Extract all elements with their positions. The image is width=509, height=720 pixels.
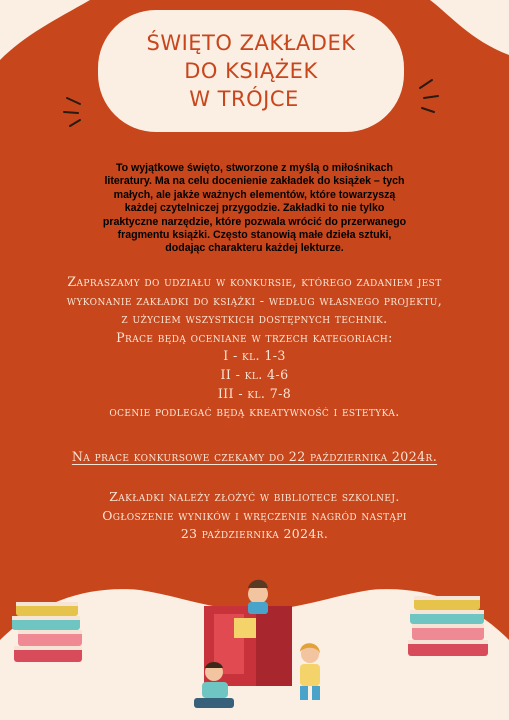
title-block	[98, 10, 404, 132]
category-line: II - kl. 4-6	[220, 366, 289, 382]
category-line: I - kl. 1-3	[223, 348, 286, 364]
contest-line: wykonanie zakładki do książki - według własnego projektu,	[66, 292, 443, 308]
intro-line: literatury. Ma na celu docenienie zakładek do książek – tych	[104, 175, 405, 188]
closing-info	[20, 488, 489, 544]
deadline-line: Na prace konkursowe czekamy do 22 października 2024r.	[71, 449, 438, 464]
intro-line: każdej czytelniczej przygodzie. Zakładki to nie tylko	[124, 202, 385, 215]
intro-line: dodając charakteru każdej lekturze.	[165, 242, 344, 255]
book-stack-right-icon	[408, 596, 488, 656]
contest-line: z użyciem wszystkich dostępnych technik.	[121, 311, 388, 327]
intro-line: małych, ale jakże ważnych elementów, które towarzyszą	[113, 188, 396, 201]
title-line-3: W TRÓJCE	[189, 87, 299, 111]
intro-line: praktyczne narzędzie, które pozwala wrócić do przerwanego	[102, 215, 407, 228]
closing-line: 23 października 2024r.	[180, 526, 329, 542]
closing-line: Zakładki należy złożyć w bibliotece szkolnej.	[109, 489, 400, 504]
intro-line: fragmentu książki. Często stanowią małe dzieła sztuki,	[117, 229, 392, 242]
deadline-notice	[20, 448, 489, 467]
title-line-1: ŚWIĘTO ZAKŁADEK	[146, 31, 356, 55]
category-line: III - kl. 7-8	[217, 385, 292, 401]
closing-line: Ogłoszenie wyników i wręczenie nagród nastąpi	[102, 507, 407, 523]
contest-line: Zapraszamy do udziału w konkursie, którego zadaniem jest	[67, 274, 442, 289]
intro-line: To wyjątkowe święto, stworzone z myślą o miłośnikach	[115, 162, 394, 174]
title-line-2: DO KSIĄŻEK	[184, 59, 318, 83]
contest-details	[20, 273, 489, 422]
contest-line: ocenie podlegać będą kreatywność i estetyka.	[109, 404, 400, 420]
intro-paragraph	[100, 162, 409, 256]
contest-line: Prace będą oceniane w trzech kategoriach:	[116, 329, 393, 345]
book-stack-left-icon	[12, 602, 82, 662]
